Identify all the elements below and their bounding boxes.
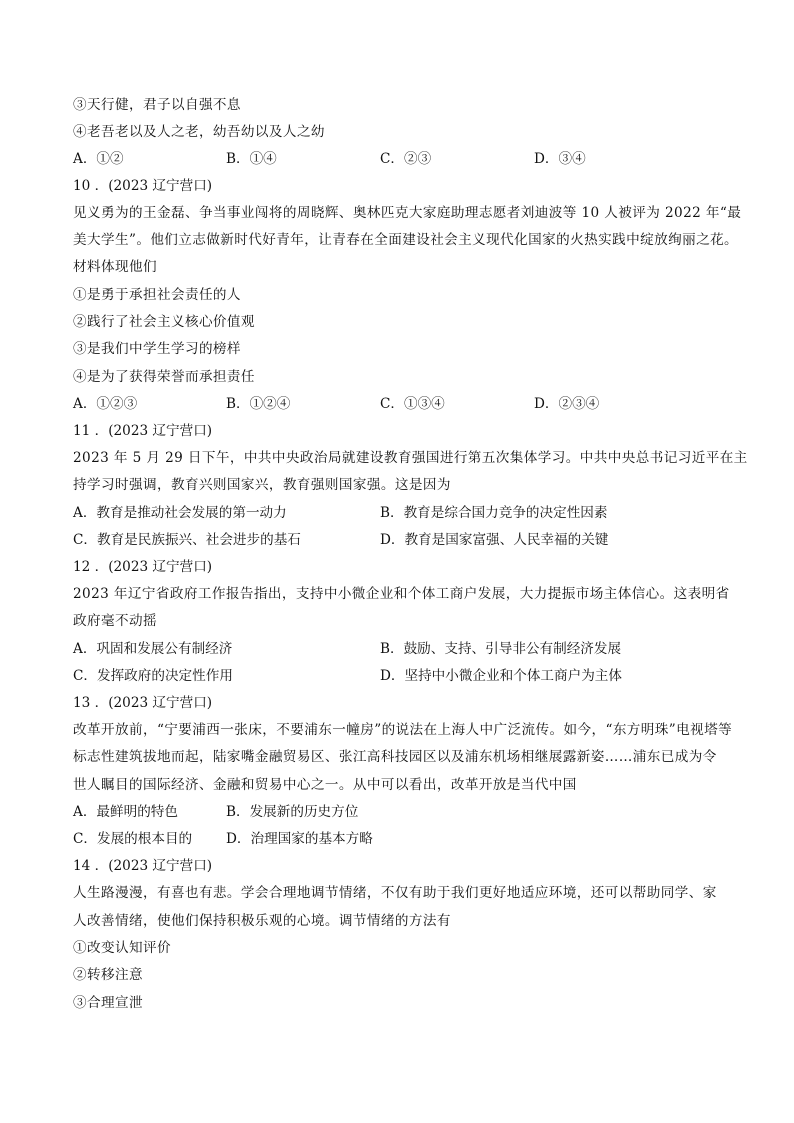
q13-header: 13 ．(2023 辽宁营口) <box>73 695 213 711</box>
q9-item-3: ③天行健，君子以自强不息 <box>73 97 241 113</box>
q14-item-2: ②转移注意 <box>73 967 143 983</box>
q11-option-d: D．教育是国家富强、人民幸福的关键 <box>380 532 609 548</box>
q10-stem-line-2: 美大学生”。他们立志做新时代好青年，让青春在全面建设社会主义现代化国家的火热实践中绽放绚丽之花。 <box>73 232 739 248</box>
q13-option-d: D．治理国家的基本方略 <box>226 831 373 847</box>
q9-option-b: B．①④ <box>226 151 277 167</box>
q14-item-1: ①改变认知评价 <box>73 940 171 956</box>
q14-stem-line-1: 人生路漫漫，有喜也有悲。学会合理地调节情绪，不仅有助于我们更好地适应环境，还可以帮助同学、家 <box>73 885 717 901</box>
q14-stem-line-2: 人改善情绪，使他们保持积极乐观的心境。调节情绪的方法有 <box>73 913 451 929</box>
q11-header: 11 ．(2023 辽宁营口) <box>73 423 213 439</box>
q11-option-a: A．教育是推动社会发展的第一动力 <box>73 505 287 521</box>
q12-option-d: D．坚持中小微企业和个体工商户为主体 <box>380 668 622 684</box>
q12-option-b: B．鼓励、支持、引导非公有制经济发展 <box>380 641 622 657</box>
q10-option-b: B．①②④ <box>226 396 291 412</box>
q12-stem-line-2: 政府毫不动摇 <box>73 613 157 629</box>
q10-item-1: ①是勇于承担社会责任的人 <box>73 287 241 303</box>
q11-stem-line-1: 2023 年 5 月 29 日下午，中共中央政治局就建设教育强国进行第五次集体学习。中共中央总书记习近平在主 <box>73 450 748 466</box>
q12-option-c: C．发挥政府的决定性作用 <box>73 668 233 684</box>
q10-item-3: ③是我们中学生学习的榜样 <box>73 341 241 357</box>
q12-header: 12 ．(2023 辽宁营口) <box>73 559 213 575</box>
q13-stem-line-3: 世人瞩目的国际经济、金融和贸易中心之一。从中可以看出，改革开放是当代中国 <box>73 777 577 793</box>
q10-option-a: A．①②③ <box>73 396 138 412</box>
q11-option-b: B．教育是综合国力竞争的决定性因素 <box>380 505 608 521</box>
q13-option-b: B．发展新的历史方位 <box>226 804 359 820</box>
q11-stem-line-2: 持学习时强调，教育兴则国家兴，教育强则国家强。这是因为 <box>73 477 451 493</box>
q10-item-4: ④是为了获得荣誉而承担责任 <box>73 369 255 385</box>
q9-option-a: A．①② <box>73 151 124 167</box>
q13-stem-line-1: 改革开放前，“宁要浦西一张床，不要浦东一幢房”的说法在上海人中广泛流传。如今，“东方明珠”电视塔等 <box>73 722 733 738</box>
q10-stem-line-3: 材料体现他们 <box>73 259 157 275</box>
q12-stem-line-1: 2023 年辽宁省政府工作报告指出，支持中小微企业和个体工商户发展，大力提振市场主体信心。这表明省 <box>73 586 730 602</box>
q13-stem-line-2: 标志性建筑拔地而起，陆家嘴金融贸易区、张江高科技园区以及浦东机场相继展露新姿……浦东已成为令 <box>73 749 717 765</box>
q13-option-a: A．最鲜明的特色 <box>73 804 178 820</box>
q10-item-2: ②践行了社会主义核心价值观 <box>73 314 255 330</box>
q14-item-3: ③合理宣泄 <box>73 995 143 1011</box>
q11-option-c: C．教育是民族振兴、社会进步的基石 <box>73 532 301 548</box>
q10-option-d: D．②③④ <box>534 396 600 412</box>
q12-option-a: A．巩固和发展公有制经济 <box>73 641 233 657</box>
q9-option-c: C．②③ <box>380 151 432 167</box>
q13-option-c: C．发展的根本目的 <box>73 831 193 847</box>
q14-header: 14 ．(2023 辽宁营口) <box>73 858 213 874</box>
q10-stem-line-1: 见义勇为的王金磊、争当事业闯将的周晓辉、奥林匹克大家庭助理志愿者刘迪波等 10 人被评为 2022 年“最 <box>73 205 742 221</box>
q10-option-c: C．①③④ <box>380 396 445 412</box>
q9-item-4: ④老吾老以及人之老，幼吾幼以及人之幼 <box>73 124 325 140</box>
q9-option-d: D．③④ <box>534 151 586 167</box>
q10-header: 10 ．(2023 辽宁营口) <box>73 178 213 194</box>
